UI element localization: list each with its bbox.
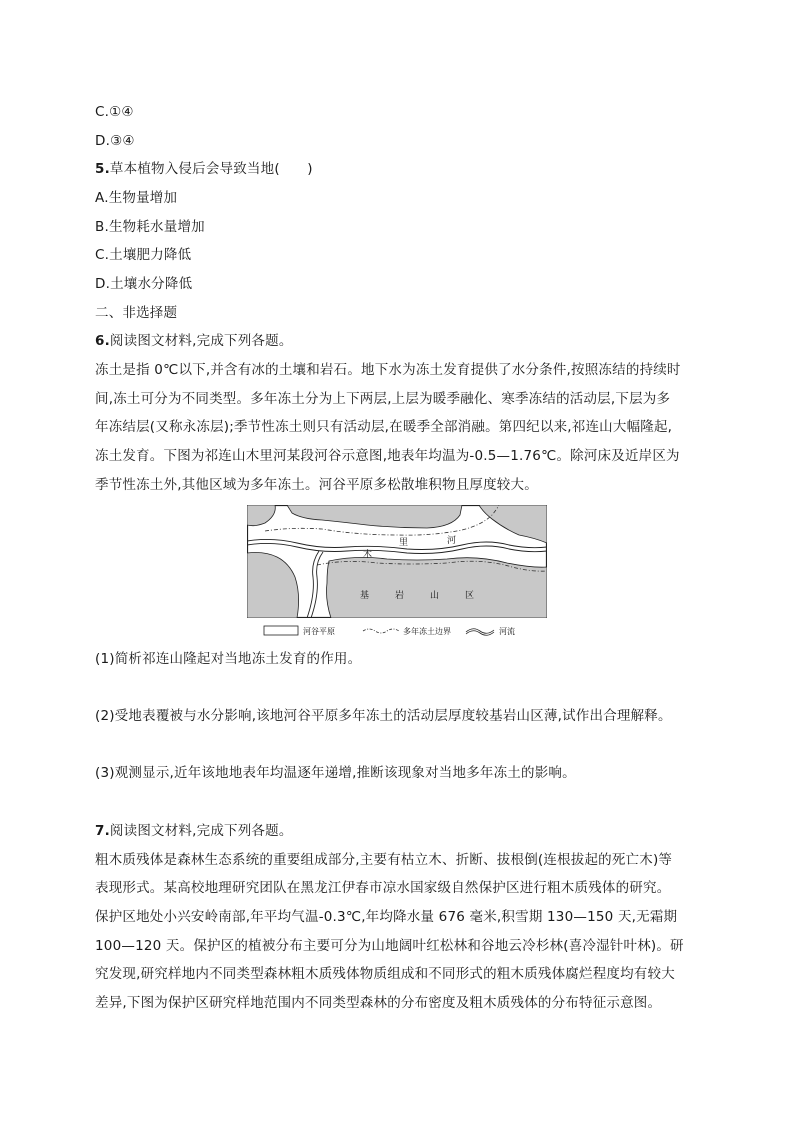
q7-material-line: 表现形式。某高校地理研究团队在黑龙江伊春市凉水国家级自然保护区进行粗木质残体的研究。	[95, 880, 671, 896]
q6-material-line: 年冻结层(又称永冻层);季节性冻土则只有活动层,在暖季全部消融。第四纪以来,祁连山大幅隆起,	[95, 419, 673, 435]
q5-stem	[95, 159, 313, 179]
river-label-char: 里	[399, 538, 409, 548]
q6-material-line: 季节性冻土外,其他区域为多年冻土。河谷平原多松散堆积物且厚度较大。	[95, 477, 538, 493]
q5-stem-text: 草本植物入侵后会导致当地( )	[109, 161, 313, 177]
q6-subquestion: (1)简析祁连山隆起对当地冻土发育的作用。	[95, 651, 362, 667]
legend-swatch-permafrost-boundary	[363, 629, 399, 633]
q6-material-line: 间,冻土可分为不同类型。多年冻土分为上下两层,上层为暖季融化、寒季冻结的活动层,下层为多	[95, 391, 671, 407]
q4-option-d: D.③④	[95, 133, 135, 149]
legend-swatch-valley-plain	[264, 626, 298, 635]
q5-option-a: A.生物量增加	[95, 190, 178, 206]
q7-material-line: 100—120 天。保护区的植被分布主要可分为山地阔叶红松林和谷地云冷杉林(喜冷湿针叶林)。研	[95, 938, 684, 954]
q6-material-line: 冻土发育。下图为祁连山木里河某段河谷示意图,地表年均温为-0.5—1.76℃。除河床及近岸区为	[95, 448, 680, 464]
q7-material-line: 粗木质残体是森林生态系统的重要组成部分,主要有枯立木、折断、拔根倒(连根拔起的死亡木)等	[95, 852, 673, 868]
q5-option-b: B.生物耗水量增加	[95, 219, 205, 235]
map-legend	[263, 624, 553, 638]
river-valley-map	[247, 505, 547, 618]
q7-intro-text: 阅读图文材料,完成下列各题。	[109, 823, 293, 839]
river-label-char: 木	[363, 550, 373, 560]
river-label-char: 河	[447, 536, 457, 546]
q6-subquestion: (3)观测显示,近年该地地表年均温逐年递增,推断该现象对当地多年冻土的影响。	[95, 765, 576, 781]
area-label-char: 山	[430, 591, 440, 601]
area-label-char: 区	[465, 591, 475, 601]
legend-label-permafrost-boundary: 多年冻土边界	[403, 627, 451, 636]
q7-material-line: 究发现,研究样地内不同类型森林粗木质残体物质组成和不同形式的粗木质残体腐烂程度均有较大	[95, 966, 675, 982]
q4-option-c: C.①④	[95, 104, 134, 120]
q5-option-c: C.土壤肥力降低	[95, 247, 192, 263]
q7-material-line: 保护区地处小兴安岭南部,年平均气温-0.3℃,年均降水量 676 毫米,积雪期 130—150 天,无霜期	[95, 909, 678, 925]
q6-subquestion: (2)受地表覆被与水分影响,该地河谷平原多年冻土的活动层厚度较基岩山区薄,试作出合理解释。	[95, 708, 672, 724]
area-label-char: 基	[360, 591, 370, 601]
q7-intro	[95, 821, 293, 841]
bedrock-mountain-area	[327, 557, 548, 618]
q6-number: 6.	[95, 333, 110, 349]
q5-option-d: D.土壤水分降低	[95, 276, 193, 292]
q7-material-line: 差异,下图为保护区研究样地范围内不同类型森林的分布密度及粗木质残体的分布特征示意图。	[95, 995, 662, 1011]
q5-number: 5.	[95, 161, 110, 177]
q6-intro-text: 阅读图文材料,完成下列各题。	[109, 333, 293, 349]
legend-label-river: 河流	[499, 627, 515, 636]
q6-intro	[95, 331, 293, 351]
q7-number: 7.	[95, 823, 110, 839]
area-label-char: 岩	[395, 591, 405, 601]
q6-material-line: 冻土是指 0℃以下,并含有冰的土壤和岩石。地下水为冻土发育提供了水分条件,按照冻结的持续时	[95, 362, 681, 378]
legend-label-valley-plain: 河谷平原	[303, 627, 335, 636]
section-title: 二、非选择题	[95, 305, 178, 321]
